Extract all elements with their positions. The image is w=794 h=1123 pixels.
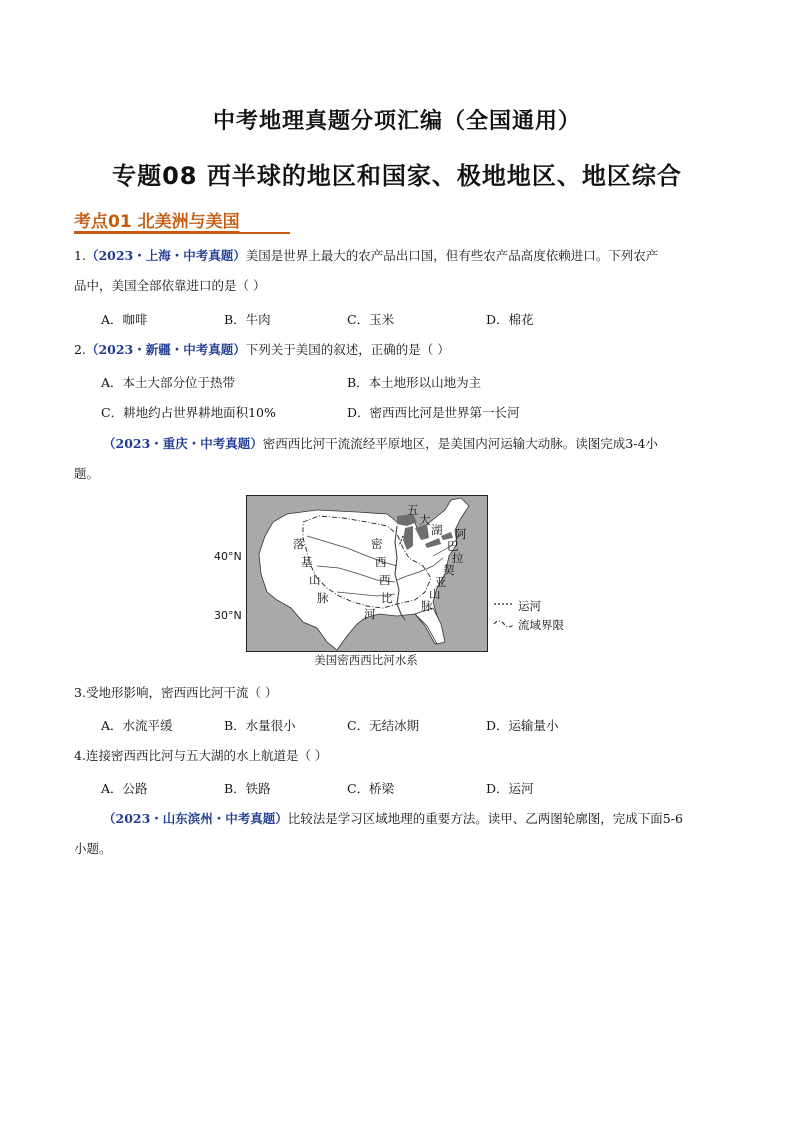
option-d: D．密西西比河是世界第一长河 xyxy=(347,405,520,420)
option-a: A．水流平缓 xyxy=(101,718,173,733)
question-number: 2. xyxy=(74,342,86,357)
question-number: 4. xyxy=(74,748,86,763)
legend-basin: 流域界限 xyxy=(518,618,564,632)
great-lakes-label: 湖 xyxy=(431,523,443,537)
question-1-line2: 品中，美国全部依靠进口的是（ ） xyxy=(74,278,266,293)
question-number: 1. xyxy=(74,248,86,263)
rocky-label: 基 xyxy=(301,555,313,569)
appalachian-label: 脉 xyxy=(421,599,433,613)
question-source: （2023・上海・中考真题） xyxy=(85,248,246,263)
question-stem: 连接密西西比河与五大湖的水上航道是（ ） xyxy=(85,748,328,763)
latitude-label-40n: 40°N xyxy=(214,550,242,563)
rocky-label: 落 xyxy=(293,537,305,551)
appalachian-label: 阿 xyxy=(455,527,467,541)
question-group-intro xyxy=(103,805,727,833)
appalachian-label: 亚 xyxy=(435,575,447,589)
page-title: 中考地理真题分项汇编（全国通用） xyxy=(212,109,581,134)
appalachian-label: 山 xyxy=(429,587,441,601)
option-c: C．无结冰期 xyxy=(347,718,420,733)
option-c: C．桥梁 xyxy=(347,781,395,796)
question-group-intro-line2: 题。 xyxy=(74,466,100,481)
page-subtitle: 专题08 西半球的地区和国家、极地地区、地区综合 xyxy=(112,162,682,190)
question-stem: 美国是世界上最大的农产品出口国，但有些农产品高度依赖进口。下列农产 xyxy=(245,248,659,263)
option-d: D．棉花 xyxy=(486,312,534,327)
question-2 xyxy=(74,336,724,364)
rocky-label: 脉 xyxy=(317,591,329,605)
question-stem: 受地形影响，密西西比河干流（ ） xyxy=(85,685,278,700)
question-group-intro xyxy=(103,430,727,458)
mississippi-label: 西 xyxy=(379,573,391,587)
option-b: B．牛肉 xyxy=(224,312,271,327)
option-d: D．运输量小 xyxy=(486,718,559,733)
mississippi-label: 密 xyxy=(371,537,383,551)
appalachian-label: 契 xyxy=(443,563,455,577)
question-3 xyxy=(74,679,724,707)
question-number: 3. xyxy=(74,685,86,700)
question-group-intro-line2: 小题。 xyxy=(74,841,112,856)
mississippi-label: 河 xyxy=(364,607,376,621)
basin-symbol xyxy=(494,621,514,627)
mississippi-label: 比 xyxy=(381,591,393,605)
question-stem: 下列关于美国的叙述，正确的是（ ） xyxy=(245,342,450,357)
question-1 xyxy=(74,242,724,270)
great-lakes-label: 大 xyxy=(419,513,431,527)
option-d: D．运河 xyxy=(486,781,534,796)
section-heading: 考点01 北美洲与美国 xyxy=(74,212,240,232)
appalachian-label: 巴 xyxy=(447,539,459,553)
option-c: C．玉米 xyxy=(347,312,395,327)
mississippi-label: 西 xyxy=(375,555,387,569)
option-c: C．耕地约占世界耕地面积10% xyxy=(101,405,276,420)
great-lakes-label: 五 xyxy=(407,503,419,517)
map-legend-symbols xyxy=(493,598,515,632)
latitude-label-30n: 30°N xyxy=(214,609,242,622)
option-b: B．水量很小 xyxy=(224,718,296,733)
option-a: A．公路 xyxy=(101,781,148,796)
appalachian-label: 拉 xyxy=(452,551,464,565)
mississippi-map xyxy=(246,495,488,652)
rocky-label: 山 xyxy=(309,573,321,587)
option-b: B．本土地形以山地为主 xyxy=(347,375,482,390)
question-4 xyxy=(74,742,724,770)
question-source: （2023・重庆・中考真题） xyxy=(103,436,263,451)
section-divider xyxy=(74,232,290,234)
question-source: （2023・新疆・中考真题） xyxy=(85,342,246,357)
question-stem: 密西西比河干流流经平原地区，是美国内河运输大动脉。读图完成3-4小 xyxy=(262,436,658,451)
option-a: A．本土大部分位于热带 xyxy=(101,375,236,390)
legend-canal: 运河 xyxy=(518,599,541,613)
question-source: （2023・山东滨州・中考真题） xyxy=(103,811,288,826)
question-stem: 比较法是学习区域地理的重要方法。读甲、乙两图轮廓图，完成下面5-6 xyxy=(287,811,683,826)
map-caption: 美国密西西比河水系 xyxy=(314,653,418,667)
option-a: A．咖啡 xyxy=(101,312,148,327)
option-b: B．铁路 xyxy=(224,781,271,796)
